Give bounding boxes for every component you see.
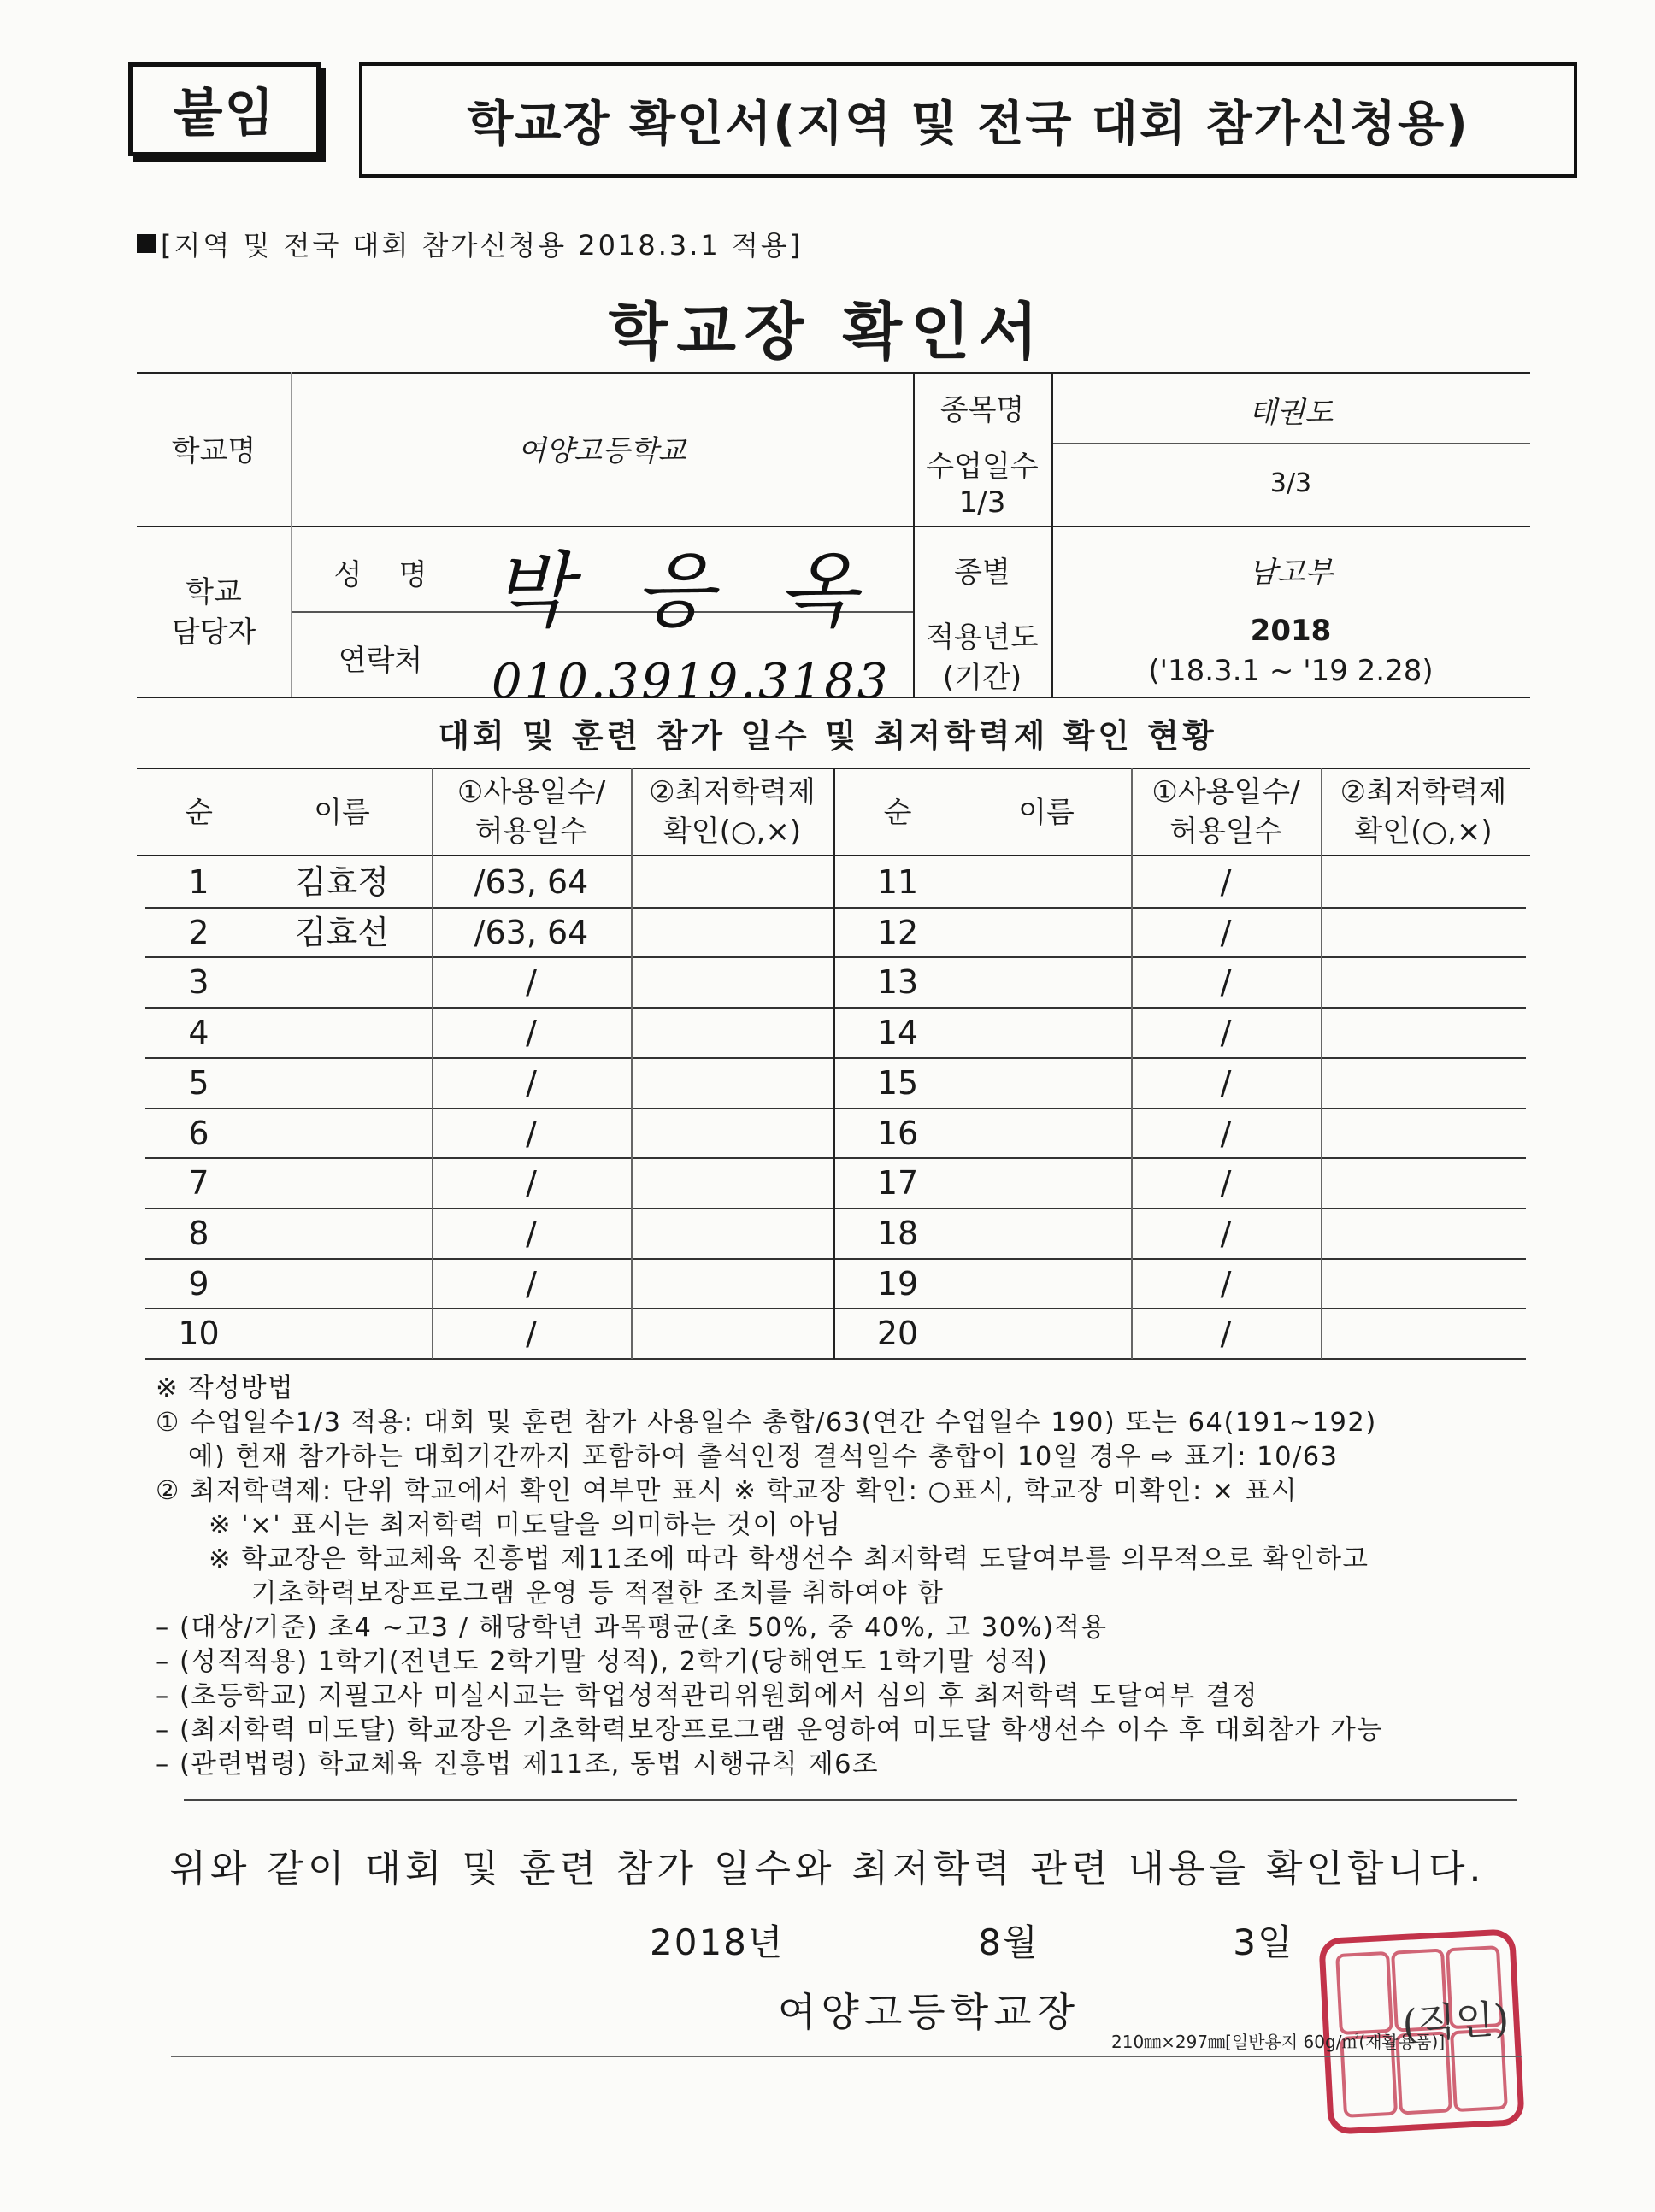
instruction-item: ※ 학교장은 학교체육 진흥법 제11조에 따라 학생선수 최저학력 도달여부를 의무적으로 확인하고 xyxy=(209,1544,1369,1574)
table-cell-days: / xyxy=(1220,1164,1232,1203)
table-cell-name xyxy=(962,1259,1131,1309)
class-days-value: 3/3 xyxy=(1269,468,1312,498)
table-cell-check xyxy=(631,1008,833,1057)
instruction-item: ② 최저학력제: 단위 학교에서 확인 여부만 표시 ※ 학교장 확인: ○표시, 학교장 미확인: × 표시 xyxy=(156,1476,1299,1506)
table-cell-name xyxy=(962,1158,1131,1208)
table-cell-name xyxy=(962,857,1131,907)
table-cell-no: 1 xyxy=(188,863,209,901)
section-title: 대회 및 훈련 참가 일수 및 최저학력제 확인 현황 xyxy=(438,717,1217,755)
table-cell-no: 7 xyxy=(188,1164,209,1203)
table-cell-name xyxy=(962,908,1131,957)
confirmation-statement: 위와 같이 대회 및 훈련 참가 일수와 최저학력 관련 내용을 확인합니다. xyxy=(169,1847,1486,1891)
table-cell-check xyxy=(1321,1058,1526,1108)
table-cell-name xyxy=(252,1109,432,1158)
table-cell-days: / xyxy=(526,1164,537,1203)
table-cell-check xyxy=(1321,1259,1526,1309)
table-cell-check xyxy=(1321,1109,1526,1158)
table-cell-days: / xyxy=(526,1014,537,1052)
table-cell-no: 9 xyxy=(188,1264,209,1303)
table-cell-name xyxy=(252,1259,432,1309)
paper-spec-footer: 210㎜×297㎜[일반용지 60g/㎡(재활용품)] xyxy=(1111,2032,1446,2052)
table-cell-no: 2 xyxy=(188,913,209,951)
table-cell-name: 김효선 xyxy=(294,913,390,951)
contact-label-sub: 담당자 xyxy=(171,615,256,650)
table-cell-check xyxy=(631,908,833,957)
year-label-sub: (기간) xyxy=(942,661,1022,695)
table-cell-name xyxy=(252,1209,432,1258)
col-header-minimum: ②최저학력제 xyxy=(649,775,816,809)
instructions-heading: ※ 작성방법 xyxy=(156,1374,295,1403)
col-header-days-sub: 허용일수 xyxy=(1169,815,1282,849)
table-cell-days: /63, 64 xyxy=(474,863,589,901)
table-cell-name: 김효정 xyxy=(294,863,390,901)
col-header-days: ①사용일수/ xyxy=(1151,775,1300,809)
table-cell-no: 20 xyxy=(876,1315,919,1353)
table-cell-check xyxy=(631,1259,833,1309)
table-cell-days: / xyxy=(526,1315,537,1353)
apply-note-text: [지역 및 전국 대회 참가신청용 2018.3.1 적용] xyxy=(161,229,804,262)
date-month: 8월 xyxy=(978,1921,1040,1963)
table-cell-name xyxy=(962,1109,1131,1158)
table-cell-check xyxy=(1321,1209,1526,1258)
table-cell-name xyxy=(252,1008,432,1057)
col-header-minimum-sub: 확인(○,×) xyxy=(1354,815,1493,849)
instruction-detail: – (초등학교) 지필고사 미실시교는 학업성적관리위원회에서 심의 후 최저학력 도달여부 결정 xyxy=(156,1681,1258,1711)
instruction-detail: – (최저학력 미도달) 학교장은 기초학력보장프로그램 운영하여 미도달 학생선수 이수 후 대회참가 가능 xyxy=(156,1715,1384,1745)
table-cell-check xyxy=(1321,857,1526,907)
table-cell-no: 11 xyxy=(876,863,919,901)
table-cell-name xyxy=(252,1158,432,1208)
table-cell-no: 10 xyxy=(178,1315,220,1353)
table-cell-name xyxy=(962,1058,1131,1108)
event-value: 태권도 xyxy=(1248,396,1334,430)
table-cell-days: / xyxy=(526,1214,537,1252)
class-days-label: 수업일수 xyxy=(926,450,1039,484)
table-cell-check xyxy=(631,957,833,1007)
handwritten-name: 박 응 옥 xyxy=(492,543,876,638)
phone-label: 연락처 xyxy=(338,644,423,678)
document-title: 학교장 확인서 xyxy=(608,296,1047,368)
table-cell-check xyxy=(631,1158,833,1208)
attachment-tag: 붙임 xyxy=(128,62,321,156)
table-cell-days: / xyxy=(1220,913,1232,951)
table-cell-days: /63, 64 xyxy=(474,913,589,951)
handwritten-phone: 010.3919.3183 xyxy=(492,654,891,709)
year-value: 2018 xyxy=(1250,614,1332,648)
table-cell-days: / xyxy=(1220,1114,1232,1152)
col-header-name: 이름 xyxy=(314,796,370,830)
table-cell-no: 6 xyxy=(188,1114,209,1152)
table-cell-days: / xyxy=(1220,1014,1232,1052)
instruction-item: ※ '×' 표시는 최저학력 미도달을 의미하는 것이 아님 xyxy=(209,1510,842,1540)
table-cell-check xyxy=(631,857,833,907)
table-cell-check xyxy=(631,1058,833,1108)
name-label: 성 명 xyxy=(333,558,427,592)
table-cell-days: / xyxy=(1220,1063,1232,1102)
table-cell-days: / xyxy=(1220,1315,1232,1353)
table-cell-name xyxy=(962,1309,1131,1358)
table-cell-days: / xyxy=(526,1063,537,1102)
table-cell-check xyxy=(631,1309,833,1358)
table-cell-days: / xyxy=(526,1114,537,1152)
col-header-minimum-sub: 확인(○,×) xyxy=(663,815,802,849)
table-cell-days: / xyxy=(1220,863,1232,901)
table-cell-check xyxy=(1321,908,1526,957)
table-cell-days: / xyxy=(1220,963,1232,1002)
col-header-minimum: ②최저학력제 xyxy=(1340,775,1507,809)
date-year: 2018년 xyxy=(650,1921,785,1963)
table-cell-no: 13 xyxy=(876,963,919,1002)
event-label: 종목명 xyxy=(939,393,1025,427)
table-cell-check xyxy=(1321,1158,1526,1208)
col-header-days: ①사용일수/ xyxy=(456,775,606,809)
table-cell-no: 5 xyxy=(188,1063,209,1102)
table-row-border xyxy=(145,1358,1526,1360)
table-cell-name xyxy=(252,1309,432,1358)
table-cell-no: 16 xyxy=(876,1114,919,1152)
table-cell-no: 17 xyxy=(876,1164,919,1203)
principal-title: 여양고등학교장 xyxy=(778,1989,1081,2035)
form-title-box: 학교장 확인서(지역 및 전국 대회 참가신청용) xyxy=(359,62,1577,178)
division-label: 종별 xyxy=(954,556,1010,590)
division-value: 남고부 xyxy=(1248,556,1334,590)
instructions xyxy=(156,1372,1523,1782)
date-day: 3일 xyxy=(1233,1921,1294,1963)
col-header-no: 순 xyxy=(883,796,912,830)
col-header-name: 이름 xyxy=(1018,796,1075,830)
table-cell-no: 19 xyxy=(876,1264,919,1303)
table-cell-days: / xyxy=(526,1264,537,1303)
instruction-item: 예) 현재 참가하는 대회기간까지 포함하여 출석인정 결석일수 총합이 10일 경우 ⇨ 표기: 10/63 xyxy=(188,1442,1339,1472)
table-cell-name xyxy=(962,1209,1131,1258)
notes-bottom-rule xyxy=(184,1799,1517,1801)
table-cell-no: 3 xyxy=(188,963,209,1002)
table-cell-days: / xyxy=(1220,1264,1232,1303)
contact-label: 학교 xyxy=(186,575,242,609)
info-table-top-border xyxy=(137,372,1530,374)
table-cell-name xyxy=(252,1058,432,1108)
table-cell-name xyxy=(252,957,432,1007)
table-cell-no: 12 xyxy=(876,913,919,951)
table-cell-no: 4 xyxy=(188,1014,209,1052)
table-cell-no: 18 xyxy=(876,1214,919,1252)
table-cell-no: 14 xyxy=(876,1014,919,1052)
class-days-label-ratio: 1/3 xyxy=(958,485,1006,520)
instruction-item: 기초학력보장프로그램 운영 등 적절한 조치를 취하여야 함 xyxy=(251,1579,945,1609)
footer-rule xyxy=(171,2056,1522,2057)
table-cell-no: 8 xyxy=(188,1214,209,1252)
table-cell-check xyxy=(631,1209,833,1258)
table-cell-days: / xyxy=(1220,1214,1232,1252)
table-cell-check xyxy=(631,1109,833,1158)
col-header-days-sub: 허용일수 xyxy=(474,815,588,849)
year-label: 적용년도 xyxy=(926,621,1039,655)
square-bullet-icon xyxy=(137,234,156,253)
table-cell-days: / xyxy=(526,963,537,1002)
table-cell-check xyxy=(1321,1008,1526,1057)
table-cell-check xyxy=(1321,1309,1526,1358)
seal-mark: (직인) xyxy=(1401,1995,1511,2048)
instruction-detail: – (대상/기준) 초4 ~고3 / 해당학년 과목평균(초 50%, 중 40%, 고 30%)적용 xyxy=(156,1613,1108,1643)
col-header-no: 순 xyxy=(185,796,213,830)
info-table-divider xyxy=(1051,443,1530,444)
table-cell-name xyxy=(962,1008,1131,1057)
instruction-detail: – (성적적용) 1학기(전년도 2학기말 성적), 2학기(당해연도 1학기말 성적) xyxy=(156,1647,1049,1677)
instruction-item: ① 수업일수1/3 적용: 대회 및 훈련 참가 사용일수 총합/63(연간 수업일수 190) 또는 64(191~192) xyxy=(156,1408,1377,1438)
table-cell-no: 15 xyxy=(876,1063,919,1102)
school-name-label: 학교명 xyxy=(171,434,256,468)
school-name-value: 여양고등학교 xyxy=(517,434,686,468)
apply-note xyxy=(137,224,803,263)
year-period-value: ('18.3.1 ~ '19 2.28) xyxy=(1148,654,1434,688)
confirmation-date xyxy=(650,1915,1294,1966)
table-cell-name xyxy=(962,957,1131,1007)
instruction-detail: – (관련법령) 학교체육 진흥법 제11조, 동법 시행규칙 제6조 xyxy=(156,1750,880,1780)
table-cell-check xyxy=(1321,957,1526,1007)
